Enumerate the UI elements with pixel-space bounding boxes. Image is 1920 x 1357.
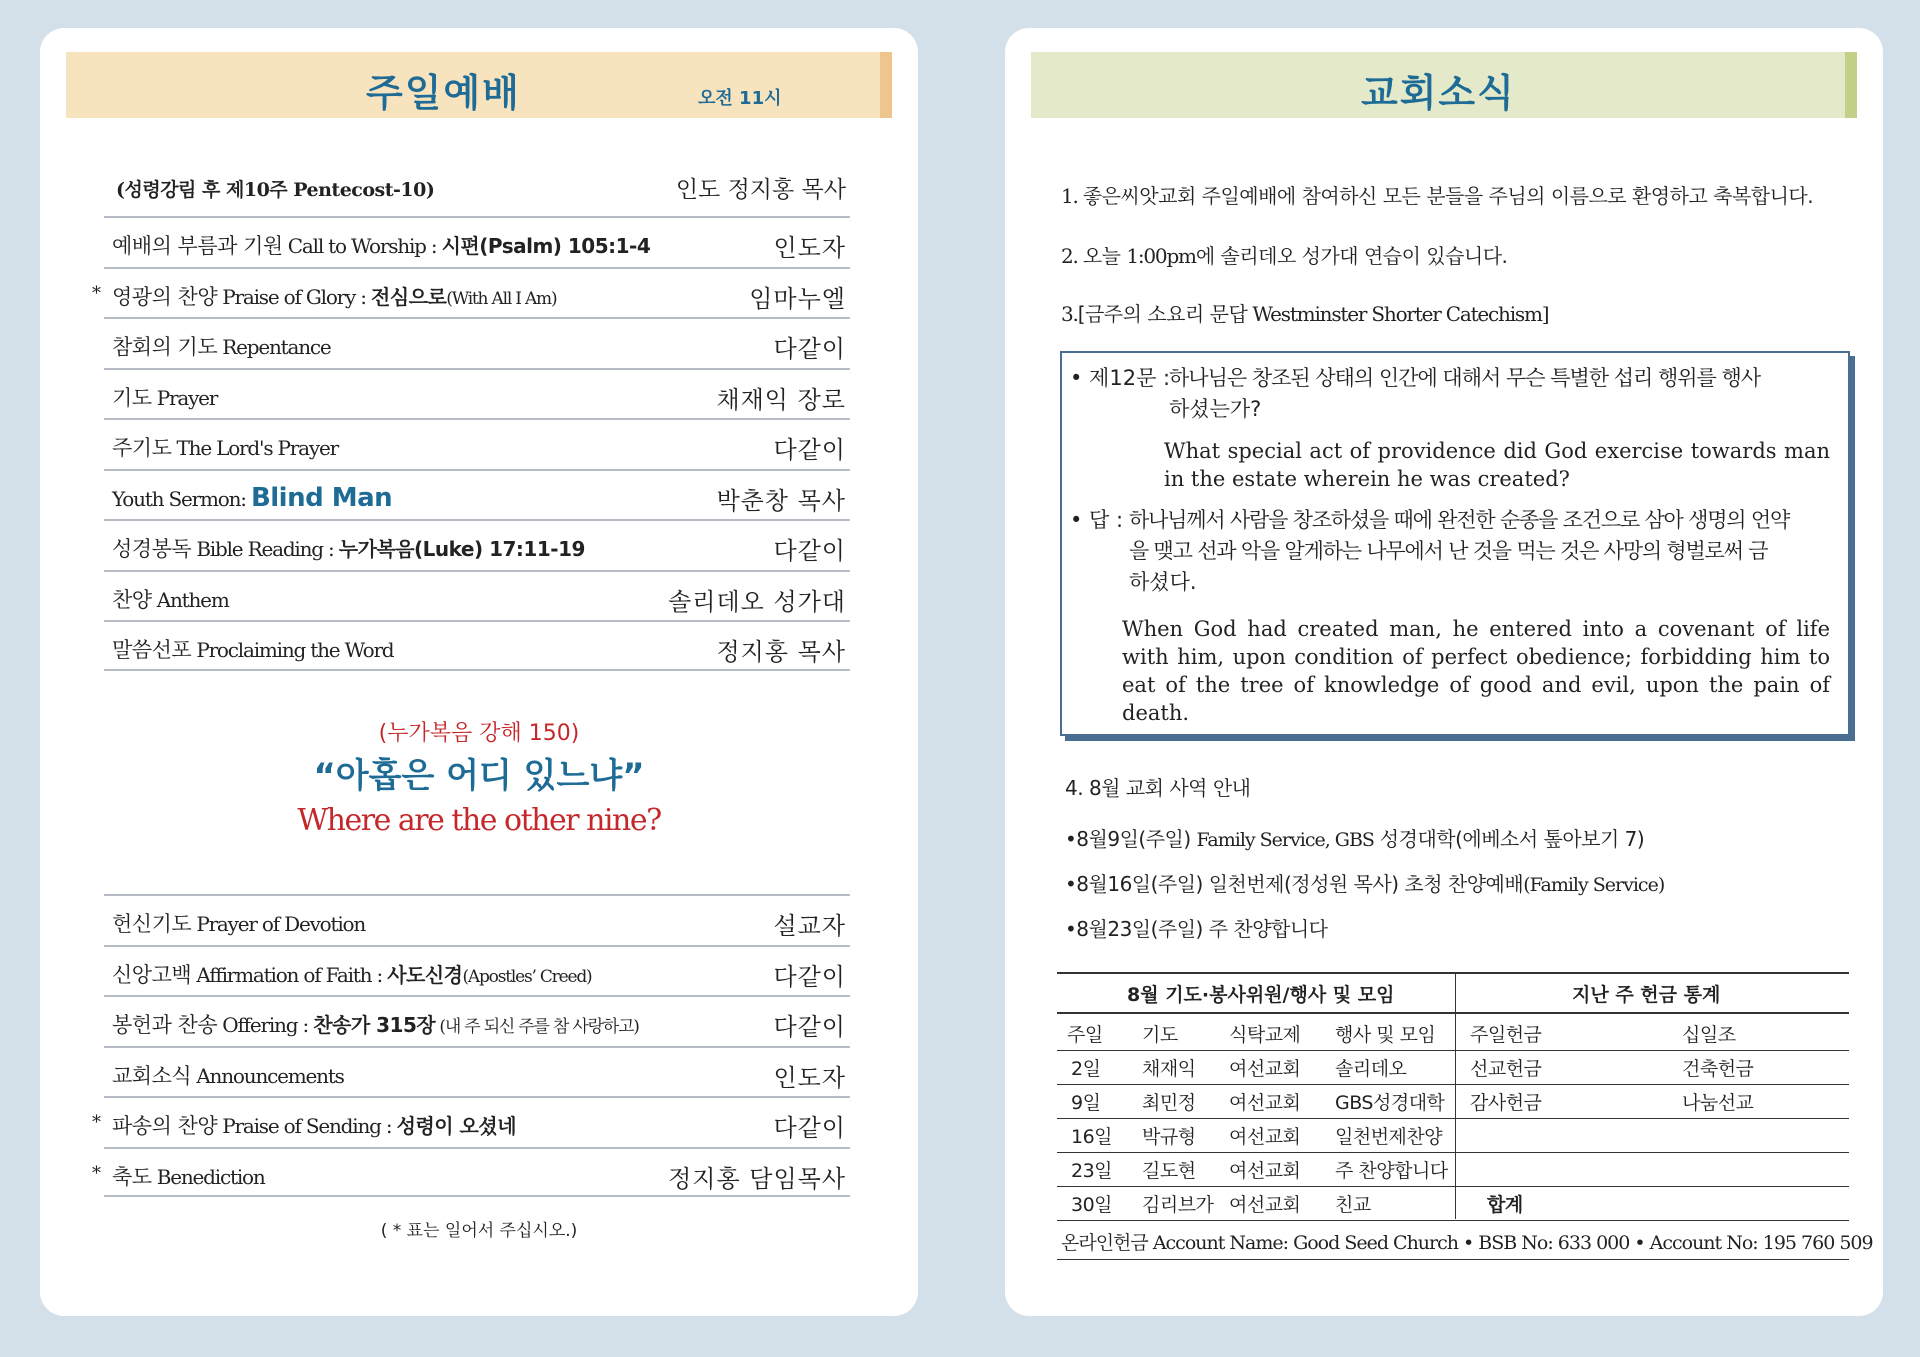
worship-item-highlight: 시편(Psalm) 105:1-4 bbox=[441, 234, 651, 258]
schedule-cell: 친교 bbox=[1335, 1194, 1371, 1216]
worship-item-english: Call to Worship : bbox=[282, 234, 442, 258]
announcement-2-text-a: 오늘 bbox=[1082, 244, 1127, 268]
announcements-page bbox=[1005, 28, 1883, 1316]
schedule-cell: 솔리데오 bbox=[1335, 1058, 1407, 1080]
schedule-cell: 최민정 bbox=[1142, 1092, 1196, 1114]
worship-item-korean: 교회소식 bbox=[112, 1063, 192, 1088]
schedule-column-header: 식탁교제 bbox=[1229, 1024, 1301, 1046]
announcement-2 bbox=[1061, 240, 1507, 269]
youth-sermon-title: Blind Man bbox=[250, 482, 393, 513]
table-rule bbox=[1057, 1012, 1849, 1014]
schedule-cell: 여선교회 bbox=[1229, 1160, 1301, 1182]
schedule-cell: 여선교회 bbox=[1229, 1092, 1301, 1114]
table-rule bbox=[1057, 1186, 1849, 1187]
worship-item bbox=[104, 995, 850, 1046]
schedule-column-header: 기도 bbox=[1142, 1024, 1178, 1046]
schedule-cell: 16일 bbox=[1071, 1126, 1113, 1148]
month-schedule-item bbox=[1065, 823, 1644, 852]
worship-item-title bbox=[112, 908, 365, 938]
worship-item-title bbox=[112, 331, 331, 361]
worship-item-english: Anthem bbox=[151, 587, 229, 612]
worship-item bbox=[104, 945, 850, 996]
worship-item bbox=[104, 894, 850, 945]
online-offering bbox=[1061, 1228, 1873, 1255]
worship-title: 주일예배 bbox=[366, 71, 521, 115]
worship-item-highlight: 성령이 오셨네 bbox=[396, 1114, 517, 1138]
question-label: • 제12문 : bbox=[1070, 366, 1171, 390]
worship-item-korean: 예배의 부름과 기원 bbox=[112, 234, 283, 258]
worship-item-english: Praise of Glory : bbox=[217, 284, 371, 309]
table-rule bbox=[1057, 1152, 1849, 1153]
worship-item-english: Benediction bbox=[151, 1164, 265, 1189]
worship-item-title bbox=[112, 483, 392, 513]
month-item-english: (Family Service) bbox=[1523, 874, 1665, 896]
schedule-cell: 30일 bbox=[1071, 1194, 1113, 1216]
offering-total-label: 합계 bbox=[1487, 1194, 1523, 1216]
standing-marker: * bbox=[92, 1162, 101, 1184]
worship-item-highlight: 사도신경 bbox=[387, 962, 463, 987]
worship-item-korean: 축도 bbox=[112, 1164, 152, 1189]
table-rule bbox=[1057, 1050, 1849, 1051]
schedule-column-header: 주일 bbox=[1067, 1024, 1103, 1046]
worship-item-title bbox=[112, 584, 229, 614]
worship-item bbox=[104, 620, 850, 671]
worship-item-korean: 성경봉독 bbox=[112, 537, 192, 561]
table-rule bbox=[1057, 1084, 1849, 1085]
worship-item bbox=[104, 519, 850, 570]
worship-item bbox=[104, 469, 850, 520]
worship-item-english: Bible Reading : bbox=[191, 537, 339, 561]
worship-item-note: (With All I Am) bbox=[446, 288, 557, 309]
worship-item-english: The Lord's Prayer bbox=[171, 436, 338, 460]
announcement-3-english: Westminster Shorter Catechism] bbox=[1247, 302, 1549, 326]
worship-item-leader: 솔리데오 성가대 bbox=[668, 587, 846, 616]
worship-list-first bbox=[92, 216, 850, 671]
offering-label: 주일헌금 bbox=[1470, 1024, 1542, 1046]
answer-line-3: 하셨다. bbox=[1129, 570, 1197, 594]
worship-item-korean: 말씀선포 bbox=[112, 638, 192, 662]
worship-order-page bbox=[40, 28, 918, 1316]
offering-label: 나눔선교 bbox=[1682, 1092, 1754, 1114]
table-rule bbox=[1057, 1220, 1849, 1221]
worship-item-english: Praise of Sending : bbox=[217, 1114, 397, 1138]
announcement-3-number: 3. bbox=[1061, 302, 1078, 326]
worship-title-band bbox=[66, 52, 892, 118]
month-item-text: •8월16일(주일) 일천번제(정성원 목사) 초청 찬양예배 bbox=[1065, 872, 1524, 896]
schedule-cell: 길도현 bbox=[1142, 1160, 1196, 1182]
worship-item-leader: 정지홍 담임목사 bbox=[668, 1164, 846, 1193]
worship-item-title bbox=[112, 959, 591, 989]
answer-english: When God had created man, he entered into a covenant of life with him, upon condition of perfect obedience; forbidding him to eat of the tree of knowledge of good and evil, upon the pain of death. bbox=[1122, 617, 1830, 725]
worship-item-title bbox=[112, 1110, 516, 1140]
worship-item-leader: 정지홍 목사 bbox=[716, 638, 846, 666]
worship-item-leader: 채재익 장로 bbox=[716, 385, 846, 414]
announcement-1-text: 좋은씨앗교회 주일예배에 참여하신 모든 분들을 주님의 이름으로 환영하고 축복합니다. bbox=[1082, 184, 1814, 208]
worship-item-english: Affirmation of Faith : bbox=[191, 962, 388, 987]
schedule-cell: 여선교회 bbox=[1229, 1194, 1301, 1216]
schedule-table bbox=[1057, 972, 1873, 1260]
answer-line-1: 하나님께서 사람을 창조하셨을 때에 완전한 순종을 조건으로 삼아 생명의 언약 bbox=[1129, 508, 1790, 532]
worship-item-english: Offering : bbox=[217, 1013, 314, 1037]
worship-item-korean: 신앙고백 bbox=[112, 962, 192, 987]
worship-item-leader: 설교자 bbox=[773, 912, 846, 940]
announcement-3-text: [금주의 소요리 문답 bbox=[1077, 302, 1248, 326]
month-item-text-b: 성경대학(에베소서 톺아보기 7) bbox=[1373, 827, 1645, 851]
sermon-reference: (누가복음 강해 150) bbox=[378, 721, 580, 746]
offering-label: 선교헌금 bbox=[1470, 1058, 1542, 1080]
announcement-2-text-b: 에 솔리데오 성가대 연습이 있습니다. bbox=[1195, 244, 1508, 268]
worship-item-leader: 인도자 bbox=[773, 234, 846, 262]
offering-label: 십일조 bbox=[1682, 1024, 1736, 1046]
worship-item-highlight: 누가복음(Luke) 17:11-19 bbox=[338, 537, 585, 561]
worship-item bbox=[104, 418, 850, 469]
worship-item-highlight: 전심으로 bbox=[371, 284, 447, 309]
announcement-4-text: 4. 8월 교회 사역 안내 bbox=[1065, 776, 1251, 800]
worship-item-leader: 다같이 bbox=[773, 1013, 846, 1041]
week-leader: 인도 정지홍 목사 bbox=[675, 177, 846, 203]
worship-item-korean: 파송의 찬양 bbox=[112, 1114, 218, 1138]
standing-footnote: ( * 표는 일어서 주십시오.) bbox=[380, 1221, 578, 1241]
worship-item bbox=[104, 570, 850, 621]
announcement-3 bbox=[1061, 298, 1548, 327]
announcements-title-band bbox=[1031, 52, 1857, 118]
worship-item bbox=[104, 1046, 850, 1097]
schedule-cell: 채재익 bbox=[1142, 1058, 1196, 1080]
schedule-left-header: 8월 기도·봉사위원/행사 및 모임 bbox=[1127, 984, 1395, 1006]
worship-item-title bbox=[112, 230, 650, 260]
worship-item-title bbox=[112, 1009, 639, 1039]
schedule-cell: 2일 bbox=[1071, 1058, 1101, 1080]
worship-item bbox=[104, 216, 850, 267]
month-schedule-item bbox=[1065, 913, 1328, 942]
worship-item-english: Prayer of Devotion bbox=[191, 912, 366, 936]
worship-item-leader: 임마누엘 bbox=[749, 284, 846, 313]
month-schedule-item bbox=[1065, 868, 1664, 897]
schedule-cell: 주 찬양합니다 bbox=[1335, 1160, 1448, 1182]
worship-item-title bbox=[112, 634, 393, 664]
worship-item-title bbox=[112, 1161, 265, 1191]
online-offering-account: Account Name: Good Seed Church • BSB No: 633 000 • Account No: 195 760 509 bbox=[1147, 1232, 1873, 1254]
worship-item-english: Announcements bbox=[191, 1063, 344, 1088]
worship-item-title bbox=[112, 533, 585, 563]
worship-item-note: (Apostles’ Creed) bbox=[462, 966, 592, 987]
worship-time: 오전 11시 bbox=[698, 88, 782, 109]
worship-item-title bbox=[112, 432, 338, 462]
online-offering-label: 온라인헌금 bbox=[1061, 1232, 1148, 1254]
worship-item-english: Youth Sermon: bbox=[112, 486, 251, 511]
schedule-right-header: 지난 주 헌금 통계 bbox=[1572, 984, 1721, 1006]
worship-item bbox=[104, 368, 850, 419]
worship-item-leader: 인도자 bbox=[773, 1063, 846, 1092]
offering-label: 감사헌금 bbox=[1470, 1092, 1542, 1114]
worship-item-korean: 헌신기도 bbox=[112, 912, 192, 936]
announcement-1-number: 1. bbox=[1061, 184, 1083, 208]
standing-marker: * bbox=[92, 1112, 101, 1133]
question-line-1: 하나님은 창조된 상태의 인간에 대해서 무슨 특별한 섭리 행위를 행사 bbox=[1169, 366, 1761, 390]
worship-item bbox=[104, 317, 850, 368]
worship-week-header bbox=[116, 163, 850, 211]
schedule-cell: 여선교회 bbox=[1229, 1058, 1301, 1080]
worship-item bbox=[92, 1147, 850, 1198]
worship-item-title bbox=[112, 1060, 344, 1090]
worship-item-korean: 찬양 bbox=[112, 587, 152, 612]
worship-item-highlight: 찬송가 315장 bbox=[313, 1013, 436, 1037]
schedule-cell: 김리브가 bbox=[1142, 1194, 1214, 1216]
answer-label: • 답 : bbox=[1070, 508, 1124, 532]
catechism-box bbox=[1060, 351, 1850, 736]
schedule-cell: 23일 bbox=[1071, 1160, 1113, 1182]
month-item-text: •8월23일(주일) 주 찬양합니다 bbox=[1065, 917, 1328, 941]
worship-item-english: Proclaiming the Word bbox=[191, 638, 394, 662]
sermon-title-english: Where are the other nine? bbox=[297, 803, 661, 838]
worship-item-leader: 다같이 bbox=[773, 436, 846, 464]
schedule-cell: 박규형 bbox=[1142, 1126, 1196, 1148]
schedule-cell: 9일 bbox=[1071, 1092, 1101, 1114]
question-line-2: 하셨는가? bbox=[1169, 397, 1262, 421]
worship-item-korean: 참회의 기도 bbox=[112, 335, 218, 359]
worship-item-leader: 다같이 bbox=[773, 1114, 846, 1142]
announcements-title: 교회소식 bbox=[1361, 71, 1516, 115]
month-item-text: •8월9일(주일) bbox=[1065, 827, 1197, 851]
worship-item bbox=[92, 1096, 850, 1147]
worship-item-leader: 박춘창 목사 bbox=[716, 486, 846, 515]
sermon-title: “아홉은 어디 있느냐” bbox=[313, 756, 645, 796]
question-english: What special act of providence did God exercise towards man in the estate wherein he was created? bbox=[1164, 439, 1830, 491]
answer-line-2: 을 맺고 선과 악을 알게하는 나무에서 난 것을 먹는 것은 사망의 형벌로써 금 bbox=[1129, 539, 1768, 563]
table-divider bbox=[1455, 974, 1456, 1219]
announcement-1 bbox=[1061, 180, 1813, 209]
worship-item-korean: 주기도 bbox=[112, 436, 172, 460]
schedule-cell: GBS성경대학 bbox=[1335, 1092, 1445, 1114]
announcement-2-number: 2. bbox=[1061, 244, 1083, 268]
worship-list-second bbox=[92, 894, 850, 1197]
worship-item-english: Repentance bbox=[217, 335, 331, 359]
week-label: (성령강림 후 제10주 Pentecost-10) bbox=[116, 179, 435, 201]
worship-item-title bbox=[112, 382, 217, 412]
schedule-cell: 여선교회 bbox=[1229, 1126, 1301, 1148]
worship-item bbox=[92, 267, 850, 318]
worship-item-korean: 기도 bbox=[112, 385, 152, 410]
offering-label: 건축헌금 bbox=[1682, 1058, 1754, 1080]
standing-marker: * bbox=[92, 282, 101, 304]
worship-item-leader: 다같이 bbox=[773, 335, 846, 363]
worship-item-korean: 봉헌과 찬송 bbox=[112, 1013, 218, 1037]
schedule-cell: 일천번제찬양 bbox=[1335, 1126, 1443, 1148]
announcement-2-time: 1:00pm bbox=[1126, 244, 1196, 268]
schedule-column-header: 행사 및 모임 bbox=[1335, 1024, 1436, 1046]
table-rule bbox=[1057, 1118, 1849, 1119]
worship-item-leader: 다같이 bbox=[773, 962, 846, 991]
month-item-english: Family Service, GBS bbox=[1196, 829, 1374, 851]
worship-item-leader: 다같이 bbox=[773, 537, 846, 565]
worship-item-english: Prayer bbox=[151, 385, 218, 410]
announcement-4 bbox=[1065, 772, 1250, 801]
worship-item-korean: 영광의 찬양 bbox=[112, 284, 218, 309]
worship-item-note: (내 주 되신 주를 참 사랑하고) bbox=[435, 1017, 639, 1037]
worship-item-title bbox=[112, 281, 556, 311]
